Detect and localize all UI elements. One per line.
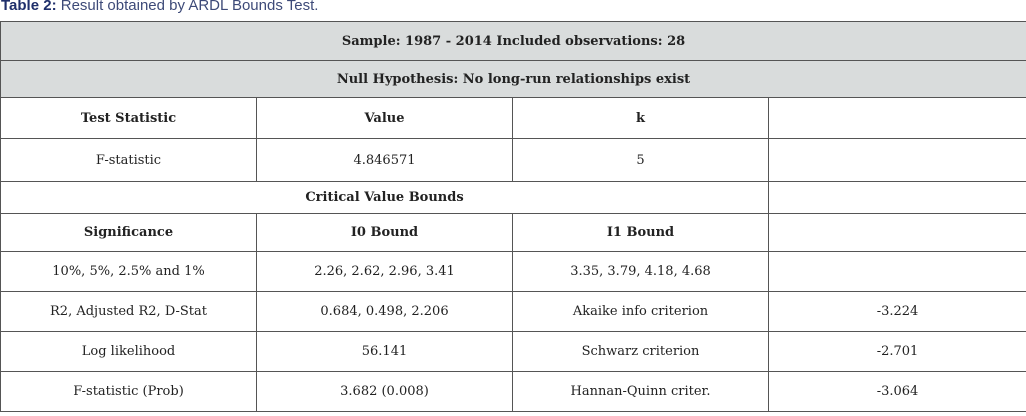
header-cell-value: Value <box>257 98 513 139</box>
ardl-bounds-table <box>0 21 1026 412</box>
table-caption-text: Result obtained by ARDL Bounds Test. <box>56 0 319 14</box>
cell-diagnostic-label: Log likelihood <box>1 332 257 372</box>
table-caption <box>1 0 318 15</box>
cell-diagnostic-value: 0.684, 0.498, 2.206 <box>257 292 513 332</box>
cell-k-value: 5 <box>513 139 769 182</box>
header-cell-empty <box>769 98 1026 139</box>
cell-f-statistic-value: 4.846571 <box>257 139 513 182</box>
cell-i0-bounds: 2.26, 2.62, 2.96, 3.41 <box>257 252 513 292</box>
critical-value-bounds-title: Critical Value Bounds <box>1 182 769 214</box>
header-cell-test-statistic: Test Statistic <box>1 98 257 139</box>
cell-empty <box>769 252 1026 292</box>
cell-criterion-value: -2.701 <box>769 332 1026 372</box>
table-row <box>1 372 1026 412</box>
cell-empty <box>769 182 1026 214</box>
cell-criterion-value: -3.064 <box>769 372 1026 412</box>
header-cell-k: k <box>513 98 769 139</box>
test-row <box>1 139 1026 182</box>
cell-empty <box>769 139 1026 182</box>
sample-cell: Sample: 1987 - 2014 Included observations: 28 <box>1 22 1026 61</box>
test-header-row <box>1 98 1026 139</box>
cell-criterion-label: Hannan-Quinn criter. <box>513 372 769 412</box>
cell-significance-levels: 10%, 5%, 2.5% and 1% <box>1 252 257 292</box>
header-cell-i0-bound: I0 Bound <box>257 214 513 252</box>
cell-diagnostic-value: 3.682 (0.008) <box>257 372 513 412</box>
cell-diagnostic-label: F-statistic (Prob) <box>1 372 257 412</box>
cell-f-statistic-label: F-statistic <box>1 139 257 182</box>
header-cell-significance: Significance <box>1 214 257 252</box>
cell-criterion-label: Akaike info criterion <box>513 292 769 332</box>
null-hypothesis-row <box>1 61 1026 98</box>
cell-i1-bounds: 3.35, 3.79, 4.18, 4.68 <box>513 252 769 292</box>
header-cell-empty <box>769 214 1026 252</box>
cell-diagnostic-value: 56.141 <box>257 332 513 372</box>
table-caption-label: Table 2: <box>1 0 57 14</box>
table-row <box>1 292 1026 332</box>
header-cell-i1-bound: I1 Bound <box>513 214 769 252</box>
cell-diagnostic-label: R2, Adjusted R2, D-Stat <box>1 292 257 332</box>
critical-header-row <box>1 214 1026 252</box>
table-row <box>1 332 1026 372</box>
critical-title-row <box>1 182 1026 214</box>
cell-criterion-label: Schwarz criterion <box>513 332 769 372</box>
cell-criterion-value: -3.224 <box>769 292 1026 332</box>
critical-row <box>1 252 1026 292</box>
null-hypothesis-cell: Null Hypothesis: No long-run relationships exist <box>1 61 1026 98</box>
sample-row <box>1 22 1026 61</box>
